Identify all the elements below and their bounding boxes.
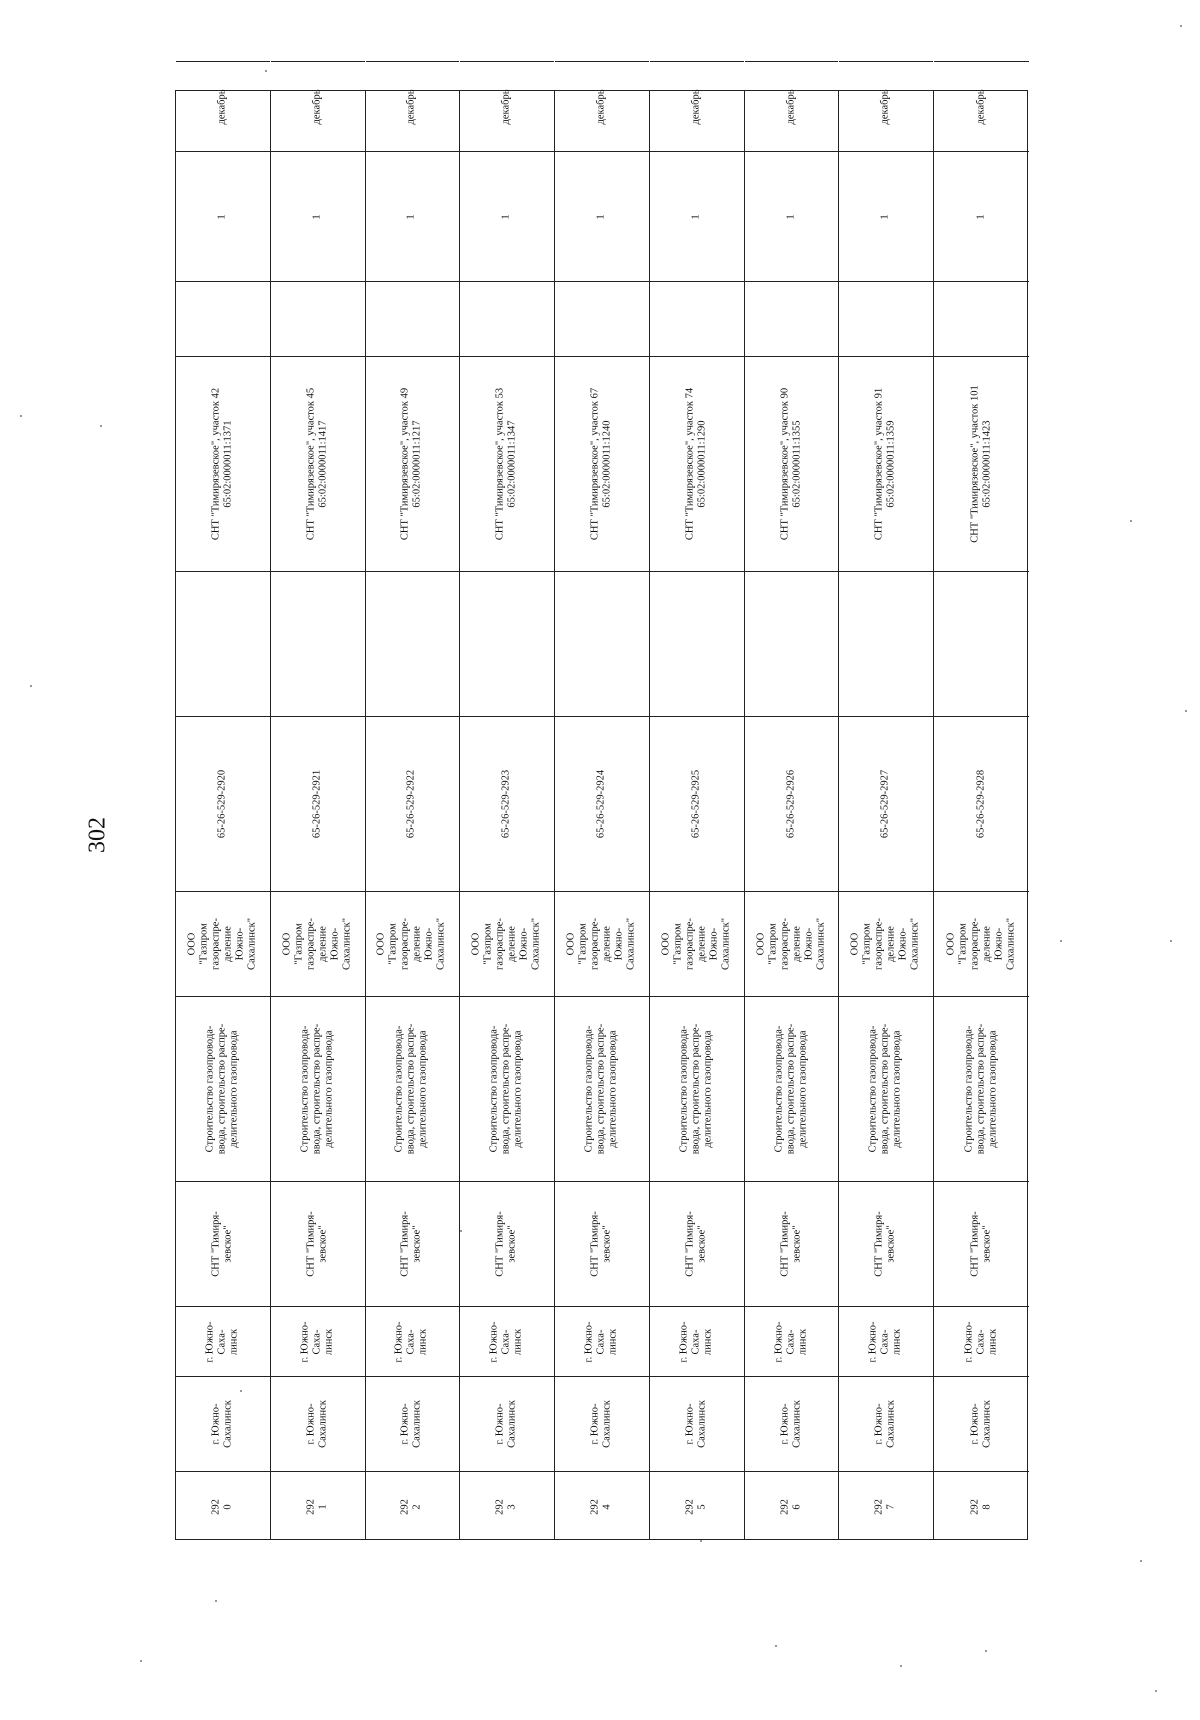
- cell-work-type: [934, 996, 1029, 1181]
- locality-text: г. Южно- Саха- линск: [394, 1321, 430, 1362]
- month-text: декабрь: [311, 89, 323, 124]
- cell-object-name: [555, 1181, 649, 1306]
- work-type-text: Строительство газопровода- ввода, строительство распре- делительного газопровода: [299, 1023, 335, 1155]
- cell-address: [176, 356, 270, 571]
- cell-operator: [934, 891, 1029, 996]
- locality-text: г. Южно- Саха- линск: [868, 1321, 904, 1362]
- cell-row-number: [366, 1471, 460, 1541]
- municipality-text: г. Южно- Сахалинск: [684, 1400, 708, 1448]
- operator-text: ООО "Газпром газораспре- деление Южно- Сахалинск": [471, 917, 543, 971]
- locality-text: г. Южно- Саха- линск: [204, 1321, 240, 1362]
- quantity-text: 1: [880, 213, 892, 220]
- address-text: СНТ "Тимирязевское", участок 49 65:02:0000011:1217: [400, 387, 424, 541]
- locality-text: г. Южно- Саха- линск: [678, 1321, 714, 1362]
- cell-address: [934, 356, 1029, 571]
- cell-object-code: [555, 716, 649, 891]
- table-row: [366, 91, 461, 1539]
- object-code-text: 65-26-529-2920: [216, 769, 228, 839]
- cell-extra: [366, 571, 460, 716]
- scan-speck: [1130, 520, 1132, 522]
- table-row: [934, 91, 1029, 1539]
- scan-speck: [215, 1600, 217, 1602]
- table-row: [271, 91, 366, 1539]
- month-text: декабрь: [880, 89, 892, 124]
- quantity-text: 1: [690, 213, 702, 220]
- scan-speck: [1180, 25, 1182, 27]
- cell-locality: [555, 1306, 649, 1376]
- cell-work-type: [271, 996, 365, 1181]
- cell-object-code: [460, 716, 554, 891]
- cell-locality: [366, 1306, 460, 1376]
- cell-locality: [839, 1306, 933, 1376]
- work-type-text: Строительство газопровода- ввода, строительство распре- делительного газопровода: [868, 1023, 904, 1155]
- cell-address: [460, 356, 554, 571]
- cell-extra: [555, 571, 649, 716]
- object-code-text: 65-26-529-2922: [406, 769, 418, 839]
- cell-row-number: [271, 1471, 365, 1541]
- page-number: [78, 800, 118, 870]
- municipality-text: г. Южно- Сахалинск: [589, 1400, 613, 1448]
- cell-month: [366, 61, 460, 151]
- object-code-text: 65-26-529-2927: [880, 769, 892, 839]
- table-row: [555, 91, 650, 1539]
- cell-operator: [650, 891, 744, 996]
- object-name-text: СНТ "Тимиря- зевское": [400, 1211, 424, 1277]
- cell-row-number: [555, 1471, 649, 1541]
- locality-text: г. Южно- Саха- линск: [583, 1321, 619, 1362]
- locality-text: г. Южно- Саха- линск: [773, 1321, 809, 1362]
- object-name-text: СНТ "Тимиря- зевское": [684, 1211, 708, 1277]
- cell-municipality: [271, 1376, 365, 1471]
- month-text: декабрь: [975, 89, 987, 124]
- gas-connection-table: [175, 90, 1028, 1540]
- cell-address: [555, 356, 649, 571]
- cell-row-number: [934, 1471, 1029, 1541]
- scan-speck: [30, 685, 32, 687]
- cell-extra: [839, 571, 933, 716]
- cell-extra: [271, 571, 365, 716]
- cell-object-name: [839, 1181, 933, 1306]
- object-code-text: 65-26-529-2924: [595, 769, 607, 839]
- cell-extra: [650, 571, 744, 716]
- table-row: [650, 91, 745, 1539]
- row-number-text: 292 1: [305, 1498, 329, 1515]
- scan-speck: [775, 1645, 777, 1647]
- cell-work-type: [745, 996, 839, 1181]
- operator-text: ООО "Газпром газораспре- деление Южно- Сахалинск": [376, 917, 448, 971]
- cell-address: [745, 356, 839, 571]
- cell-quantity: [934, 151, 1029, 281]
- cell-municipality: [555, 1376, 649, 1471]
- quantity-text: 1: [406, 213, 418, 220]
- cell-quantity: [555, 151, 649, 281]
- operator-text: ООО "Газпром газораспре- деление Южно- Сахалинск": [850, 917, 922, 971]
- scan-speck: [100, 425, 102, 427]
- locality-text: г. Южно- Саха- линск: [963, 1321, 999, 1362]
- object-code-text: 65-26-529-2923: [501, 769, 513, 839]
- cell-row-number: [176, 1471, 270, 1541]
- object-code-text: 65-26-529-2926: [785, 769, 797, 839]
- table-row: [839, 91, 934, 1539]
- page-number-text: 302: [84, 817, 111, 853]
- scan-speck: [20, 415, 22, 417]
- cell-object-name: [176, 1181, 270, 1306]
- cell-locality: [271, 1306, 365, 1376]
- cell-locality: [745, 1306, 839, 1376]
- quantity-text: 1: [595, 213, 607, 220]
- month-text: декабрь: [216, 89, 228, 124]
- locality-text: г. Южно- Саха- линск: [489, 1321, 525, 1362]
- work-type-text: Строительство газопровода- ввода, строительство распре- делительного газопровода: [394, 1023, 430, 1155]
- municipality-text: г. Южно- Сахалинск: [874, 1400, 898, 1448]
- object-name-text: СНТ "Тимиря- зевское": [305, 1211, 329, 1277]
- address-text: СНТ "Тимирязевское", участок 91 65:02:0000011:1359: [874, 387, 898, 541]
- cell-month: [934, 61, 1029, 151]
- row-number-text: 292 5: [684, 1498, 708, 1515]
- month-text: декабрь: [595, 89, 607, 124]
- cell-object-code: [839, 716, 933, 891]
- scan-speck: [460, 1230, 462, 1232]
- cell-object-name: [271, 1181, 365, 1306]
- cell-empty-column: [555, 281, 649, 356]
- row-number-text: 292 3: [495, 1498, 519, 1515]
- cell-empty-column: [650, 281, 744, 356]
- cell-operator: [271, 891, 365, 996]
- scan-speck: [140, 1660, 142, 1662]
- cell-quantity: [176, 151, 270, 281]
- cell-address: [839, 356, 933, 571]
- address-text: СНТ "Тимирязевское", участок 90 65:02:0000011:1355: [779, 387, 803, 541]
- cell-locality: [176, 1306, 270, 1376]
- cell-empty-column: [460, 281, 554, 356]
- object-name-text: СНТ "Тимиря- зевское": [210, 1211, 234, 1277]
- cell-quantity: [745, 151, 839, 281]
- cell-quantity: [366, 151, 460, 281]
- cell-work-type: [176, 996, 270, 1181]
- scan-speck: [900, 1665, 902, 1667]
- municipality-text: г. Южно- Сахалинск: [495, 1400, 519, 1448]
- quantity-text: 1: [975, 213, 987, 220]
- cell-empty-column: [839, 281, 933, 356]
- cell-work-type: [366, 996, 460, 1181]
- cell-quantity: [839, 151, 933, 281]
- work-type-text: Строительство газопровода- ввода, строительство распре- делительного газопровода: [963, 1023, 999, 1155]
- municipality-text: г. Южно- Сахалинск: [779, 1400, 803, 1448]
- cell-municipality: [366, 1376, 460, 1471]
- address-text: СНТ "Тимирязевское", участок 101 65:02:0000011:1423: [969, 385, 993, 543]
- cell-empty-column: [745, 281, 839, 356]
- object-name-text: СНТ "Тимиря- зевское": [589, 1211, 613, 1277]
- cell-empty-column: [366, 281, 460, 356]
- cell-row-number: [650, 1471, 744, 1541]
- locality-text: г. Южно- Саха- линск: [299, 1321, 335, 1362]
- object-code-text: 65-26-529-2921: [311, 769, 323, 839]
- month-text: декабрь: [785, 89, 797, 124]
- cell-municipality: [460, 1376, 554, 1471]
- operator-text: ООО "Газпром газораспре- деление Южно- Сахалинск": [660, 917, 732, 971]
- cell-empty-column: [271, 281, 365, 356]
- cell-quantity: [460, 151, 554, 281]
- cell-object-code: [366, 716, 460, 891]
- municipality-text: г. Южно- Сахалинск: [400, 1400, 424, 1448]
- cell-object-code: [934, 716, 1029, 891]
- row-number-text: 292 7: [874, 1498, 898, 1515]
- cell-row-number: [745, 1471, 839, 1541]
- scan-speck: [265, 70, 267, 72]
- cell-object-name: [366, 1181, 460, 1306]
- cell-month: [176, 61, 270, 151]
- cell-row-number: [839, 1471, 933, 1541]
- quantity-text: 1: [311, 213, 323, 220]
- cell-month: [271, 61, 365, 151]
- operator-text: ООО "Газпром газораспре- деление Южно- Сахалинск": [945, 917, 1017, 971]
- cell-month: [650, 61, 744, 151]
- cell-quantity: [650, 151, 744, 281]
- cell-month: [555, 61, 649, 151]
- work-type-text: Строительство газопровода- ввода, строительство распре- делительного газопровода: [583, 1023, 619, 1155]
- scan-speck: [1060, 940, 1062, 942]
- cell-operator: [745, 891, 839, 996]
- cell-operator: [366, 891, 460, 996]
- address-text: СНТ "Тимирязевское", участок 45 65:02:0000011:1417: [305, 387, 329, 541]
- object-code-text: 65-26-529-2925: [690, 769, 702, 839]
- cell-extra: [745, 571, 839, 716]
- cell-work-type: [555, 996, 649, 1181]
- address-text: СНТ "Тимирязевское", участок 67 65:02:0000011:1240: [589, 387, 613, 541]
- cell-object-name: [650, 1181, 744, 1306]
- cell-address: [650, 356, 744, 571]
- row-number-text: 292 2: [400, 1498, 424, 1515]
- cell-address: [366, 356, 460, 571]
- cell-locality: [460, 1306, 554, 1376]
- cell-empty-column: [934, 281, 1029, 356]
- object-name-text: СНТ "Тимиря- зевское": [874, 1211, 898, 1277]
- cell-object-name: [460, 1181, 554, 1306]
- operator-text: ООО "Газпром газораспре- деление Южно- Сахалинск": [755, 917, 827, 971]
- month-text: декабрь: [501, 89, 513, 124]
- cell-address: [271, 356, 365, 571]
- cell-municipality: [650, 1376, 744, 1471]
- scan-speck: [985, 1650, 987, 1652]
- cell-municipality: [745, 1376, 839, 1471]
- cell-operator: [839, 891, 933, 996]
- cell-operator: [176, 891, 270, 996]
- municipality-text: г. Южно- Сахалинск: [969, 1400, 993, 1448]
- month-text: декабрь: [690, 89, 702, 124]
- work-type-text: Строительство газопровода- ввода, строительство распре- делительного газопровода: [204, 1023, 240, 1155]
- address-text: СНТ "Тимирязевское", участок 53 65:02:0000011:1347: [495, 387, 519, 541]
- cell-quantity: [271, 151, 365, 281]
- work-type-text: Строительство газопровода- ввода, строительство распре- делительного газопровода: [678, 1023, 714, 1155]
- address-text: СНТ "Тимирязевское", участок 74 65:02:0000011:1290: [684, 387, 708, 541]
- cell-month: [460, 61, 554, 151]
- cell-work-type: [839, 996, 933, 1181]
- scan-speck: [1155, 1690, 1157, 1692]
- work-type-text: Строительство газопровода- ввода, строительство распре- делительного газопровода: [489, 1023, 525, 1155]
- quantity-text: 1: [501, 213, 513, 220]
- cell-extra: [934, 571, 1029, 716]
- table-row: [176, 91, 271, 1539]
- cell-locality: [650, 1306, 744, 1376]
- address-text: СНТ "Тимирязевское", участок 42 65:02:0000011:1371: [210, 387, 234, 541]
- cell-municipality: [934, 1376, 1029, 1471]
- municipality-text: г. Южно- Сахалинск: [305, 1400, 329, 1448]
- scan-speck: [1170, 940, 1172, 942]
- cell-extra: [176, 571, 270, 716]
- cell-month: [839, 61, 933, 151]
- scan-speck: [700, 1540, 702, 1542]
- row-number-text: 292 4: [589, 1498, 613, 1515]
- scan-speck: [240, 1390, 242, 1392]
- row-number-text: 292 8: [969, 1498, 993, 1515]
- cell-locality: [934, 1306, 1029, 1376]
- object-name-text: СНТ "Тимиря- зевское": [969, 1211, 993, 1277]
- object-name-text: СНТ "Тимиря- зевское": [779, 1211, 803, 1277]
- cell-work-type: [460, 996, 554, 1181]
- cell-object-code: [650, 716, 744, 891]
- object-code-text: 65-26-529-2928: [975, 769, 987, 839]
- cell-object-name: [934, 1181, 1029, 1306]
- cell-object-code: [271, 716, 365, 891]
- row-number-text: 292 0: [210, 1498, 234, 1515]
- row-number-text: 292 6: [779, 1498, 803, 1515]
- table-row: [745, 91, 840, 1539]
- object-name-text: СНТ "Тимиря- зевское": [495, 1211, 519, 1277]
- table-row: [460, 91, 555, 1539]
- cell-municipality: [839, 1376, 933, 1471]
- cell-row-number: [460, 1471, 554, 1541]
- quantity-text: 1: [216, 213, 228, 220]
- work-type-text: Строительство газопровода- ввода, строительство распре- делительного газопровода: [773, 1023, 809, 1155]
- cell-object-code: [745, 716, 839, 891]
- scan-speck: [1140, 1560, 1142, 1562]
- cell-empty-column: [176, 281, 270, 356]
- scan-speck: [1185, 710, 1187, 712]
- cell-work-type: [650, 996, 744, 1181]
- cell-month: [745, 61, 839, 151]
- cell-operator: [555, 891, 649, 996]
- cell-operator: [460, 891, 554, 996]
- operator-text: ООО "Газпром газораспре- деление Южно- Сахалинск": [281, 917, 353, 971]
- cell-extra: [460, 571, 554, 716]
- municipality-text: г. Южно- Сахалинск: [210, 1400, 234, 1448]
- cell-object-name: [745, 1181, 839, 1306]
- cell-municipality: [176, 1376, 270, 1471]
- operator-text: ООО "Газпром газораспре- деление Южно- Сахалинск": [186, 917, 258, 971]
- cell-object-code: [176, 716, 270, 891]
- quantity-text: 1: [785, 213, 797, 220]
- month-text: декабрь: [406, 89, 418, 124]
- operator-text: ООО "Газпром газораспре- деление Южно- Сахалинск": [565, 917, 637, 971]
